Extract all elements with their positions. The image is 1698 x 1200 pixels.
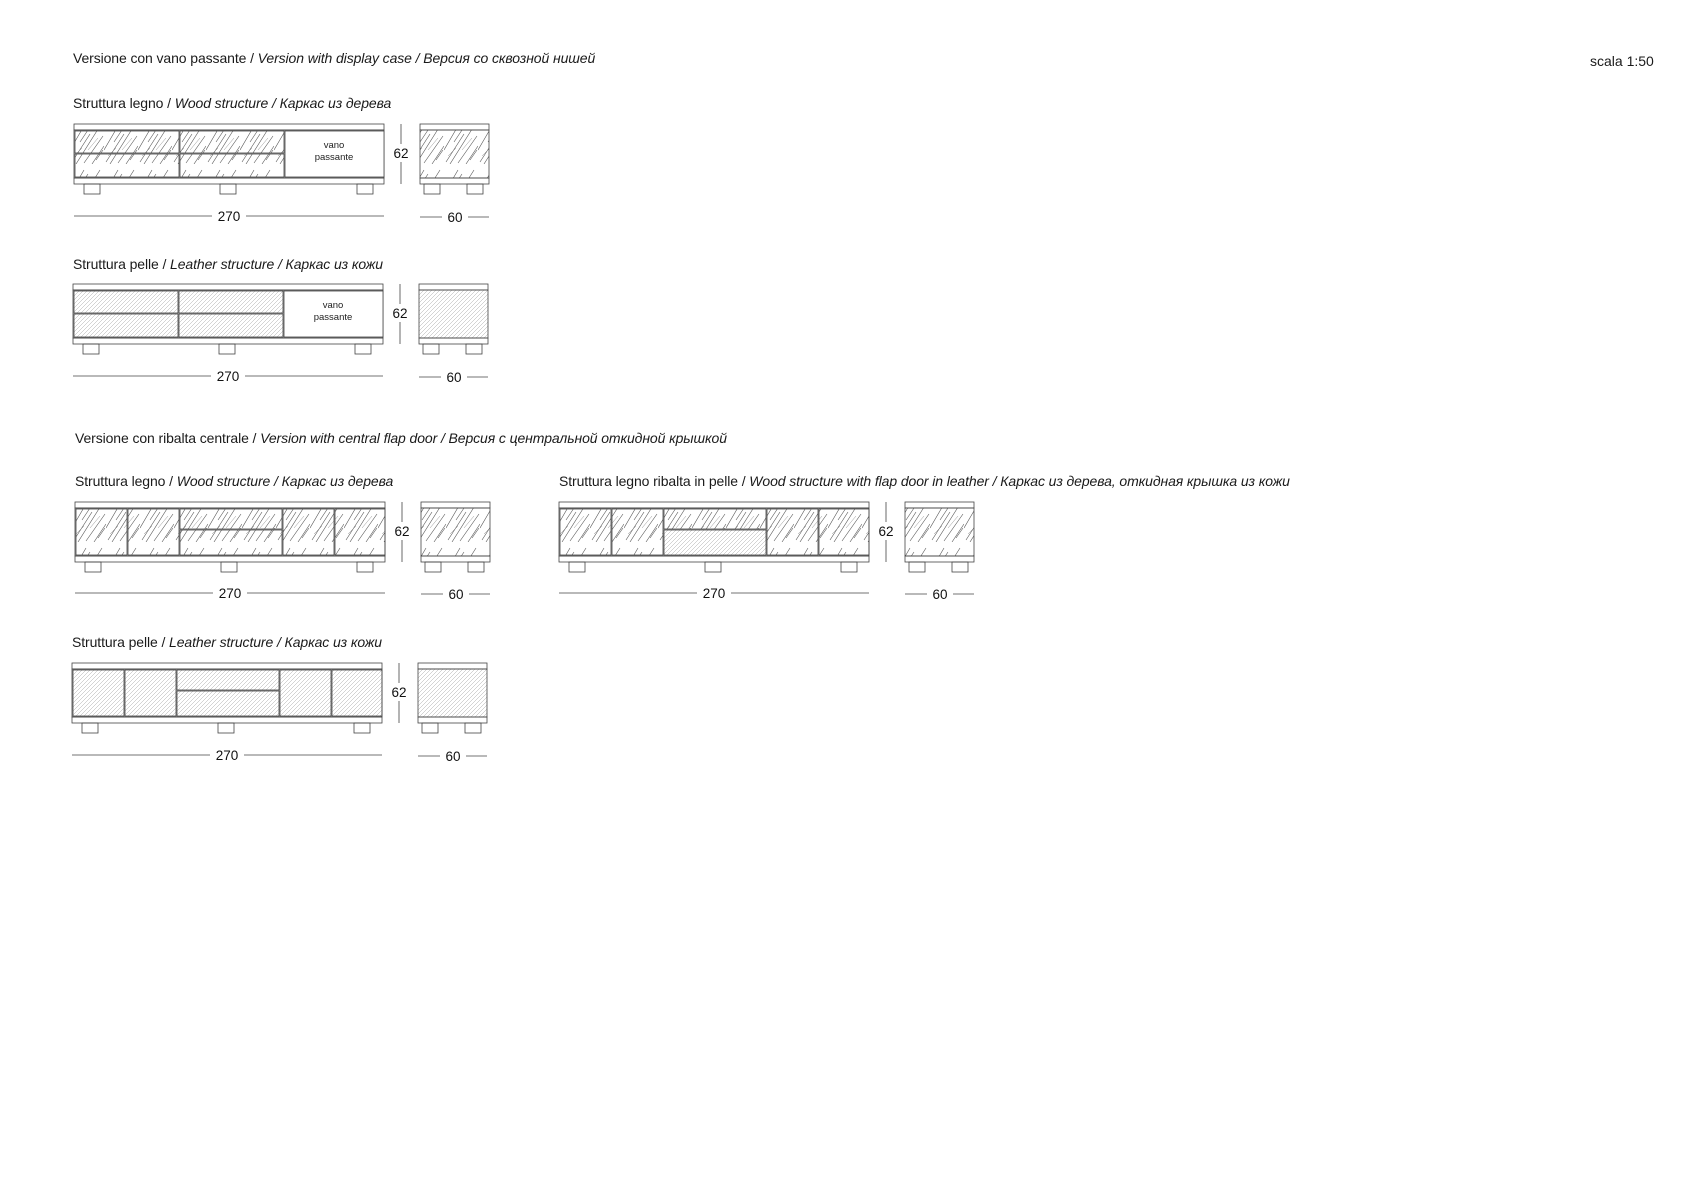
display-case-label-line2: passante (313, 312, 353, 323)
depth-dim: 60 (448, 587, 464, 602)
depth-dim: 60 (446, 370, 462, 385)
drawing-label-wood-display: Struttura legno / Wood structure / Каркас из дерева (73, 95, 392, 111)
drawing-leather-display-case (70, 280, 510, 390)
display-case-label-line1: vano (323, 140, 345, 151)
drawing-label-leather-flap: Struttura pelle / Leather structure / Каркас из кожи (72, 634, 382, 650)
height-dim: 62 (391, 685, 407, 700)
depth-dim: 60 (447, 210, 463, 225)
height-dim: 62 (393, 146, 409, 161)
width-dim: 270 (216, 369, 240, 384)
front-view (559, 502, 869, 572)
drawing-leather-flap-door (69, 659, 509, 769)
height-dim: 62 (392, 306, 408, 321)
height-dim: 62 (878, 524, 894, 539)
drawing-wood-leather-flap-door (556, 498, 996, 608)
side-view (420, 124, 489, 194)
front-view (75, 502, 385, 572)
drawing-label-leather-display: Struttura pelle / Leather structure / Каркас из кожи (73, 256, 383, 272)
depth-dim: 60 (445, 749, 461, 764)
depth-dim: 60 (932, 587, 948, 602)
height-dim: 62 (394, 524, 410, 539)
side-view (418, 663, 487, 733)
drawing-wood-display-case (70, 120, 510, 230)
drawing-label-wood-flap: Struttura legno / Wood structure / Каркас из дерева (75, 473, 394, 489)
section-title-display-case: Versione con vano passante / Version with display case / Версия со сквозной нишей (73, 50, 596, 66)
side-view (419, 284, 488, 354)
width-dim: 270 (702, 586, 726, 601)
drawing-label-wood-leather-flap: Struttura legno ribalta in pelle / Wood structure with flap door in leather / Каркас из дерева, откидная крышка из кожи (559, 473, 1290, 489)
front-view (72, 663, 382, 733)
display-case-label-line1: vano (322, 300, 344, 311)
width-dim: 270 (215, 748, 239, 763)
section-title-flap-door: Versione con ribalta centrale / Version with central flap door / Версия с центральной откидной крышкой (75, 430, 727, 446)
scale-label: scala 1:50 (1590, 53, 1654, 69)
width-dim: 270 (217, 209, 241, 224)
side-view (421, 502, 490, 572)
drawing-wood-flap-door (72, 498, 512, 608)
display-case-label-line2: passante (314, 152, 354, 163)
side-view (905, 502, 974, 572)
width-dim: 270 (218, 586, 242, 601)
